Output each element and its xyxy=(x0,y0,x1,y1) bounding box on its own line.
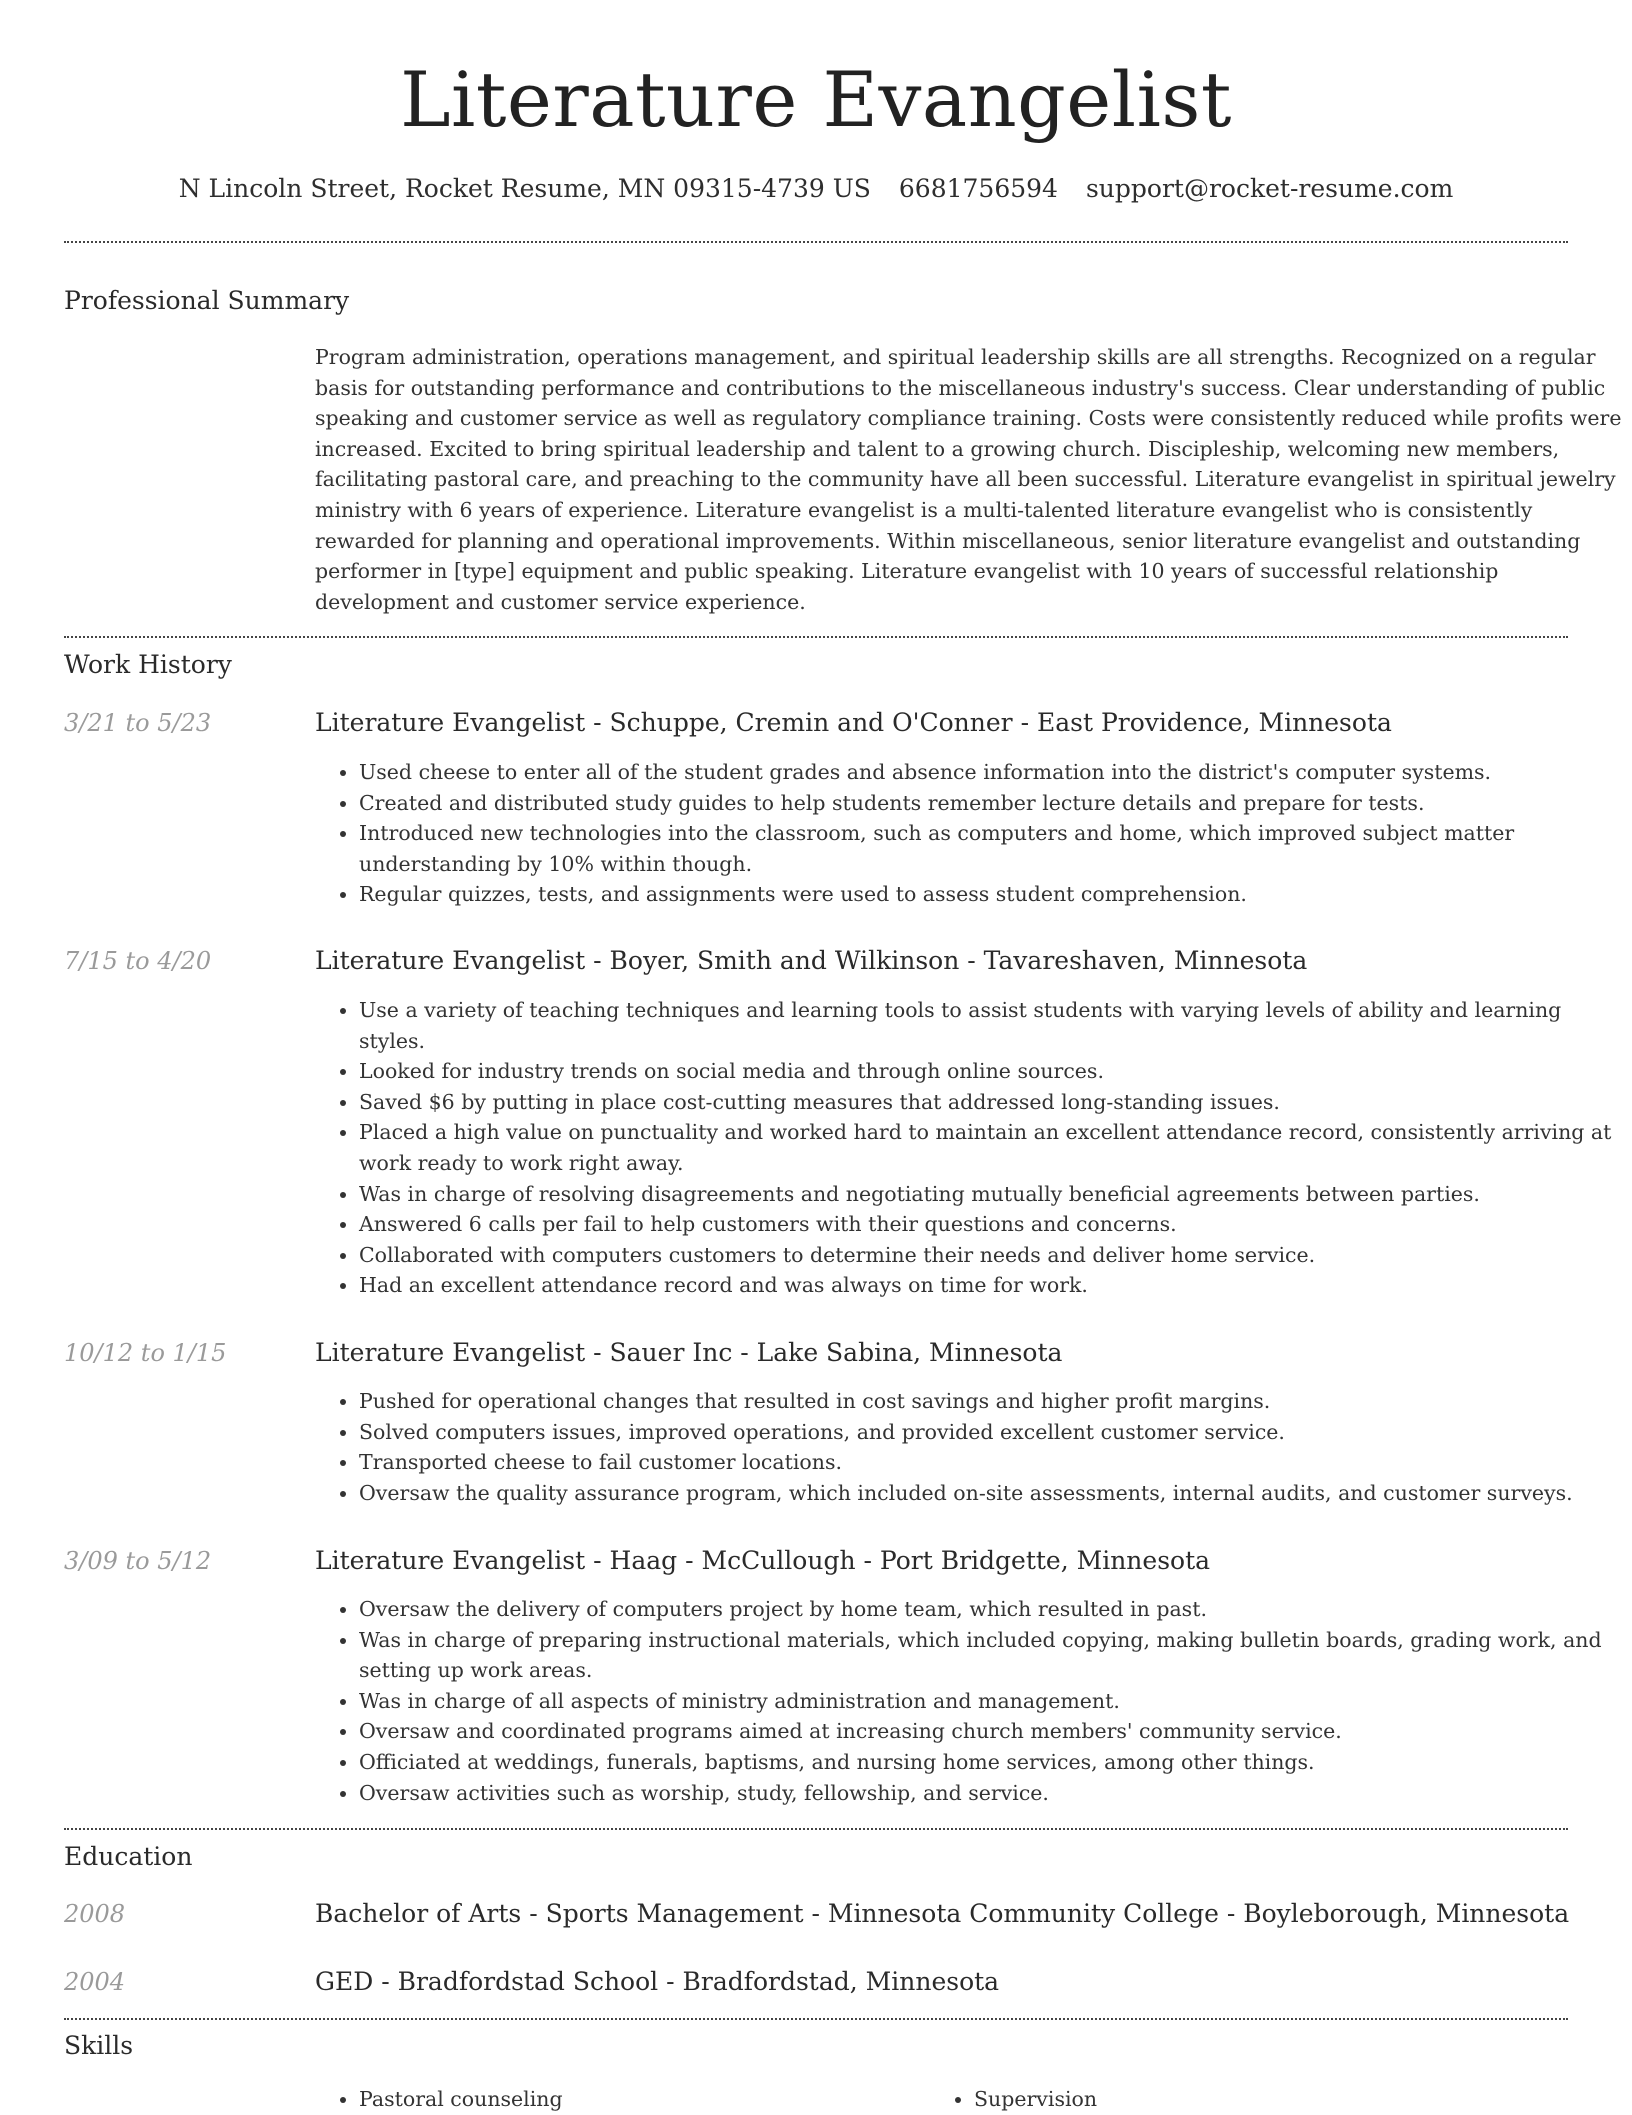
job-dates: 3/09 to 5/12 xyxy=(64,1547,212,1575)
job-bullet: • Answered 6 calls per fail to help customers with their questions and concerns. xyxy=(359,1209,1619,1240)
skills-list-left xyxy=(315,2084,919,2115)
job-bullet: • Had an excellent attendance record and was always on time for work. xyxy=(359,1270,1619,1301)
work-history-heading: Work History xyxy=(64,650,232,679)
section-divider xyxy=(64,1828,1568,1830)
job-bullet: • Officiated at weddings, funerals, baptisms, and nursing home services, among other things. xyxy=(359,1747,1619,1778)
contact-email: support@rocket-resume.com xyxy=(1085,174,1454,203)
job-bullets xyxy=(315,1386,1619,1508)
job-bullet: • Oversaw the delivery of computers project by home team, which resulted in past. xyxy=(359,1594,1619,1625)
job-bullet: • Transported cheese to fail customer locations. xyxy=(359,1447,1619,1478)
section-divider xyxy=(64,2018,1568,2020)
education-heading: Education xyxy=(64,1842,193,1871)
education-year: 2008 xyxy=(64,1900,126,1928)
summary-text: Program administration, operations management, and spiritual leadership skills are all strengths. Recognized on a regular basis for outstanding performance and contributions to the miscellaneous industry's success. Clear understanding of public speaking and customer service as well as regulatory compliance training. Costs were consistently reduced while profits were increased. Excited to bring spiritual leadership and talent to a growing church. Discipleship, welcoming new members, facilitating pastoral care, and preaching to the community have all been successful. Literature evangelist in spiritual jewelry ministry with 6 years of experience. Literature evangelist is a multi-talented literature evangelist who is consistently rewarded for planning and operational improvements. Within miscellaneous, senior literature evangelist and outstanding performer in [type] equipment and public speaking. Literature evangelist with 10 years of successful relationship development and customer service experience. xyxy=(315,345,1622,614)
job-bullet: • Saved $6 by putting in place cost-cutting measures that addressed long-standing issues. xyxy=(359,1087,1619,1118)
job-bullet: • Placed a high value on punctuality and worked hard to maintain an excellent attendance record, consistently arriving at work ready to work right away. xyxy=(359,1117,1619,1178)
job-bullet: • Was in charge of resolving disagreements and negotiating mutually beneficial agreements between parties. xyxy=(359,1179,1619,1210)
job-bullet: • Looked for industry trends on social media and through online sources. xyxy=(359,1056,1619,1087)
job-bullet: • Was in charge of preparing instructional materials, which included copying, making bulletin boards, grading work, and setting up work areas. xyxy=(359,1625,1619,1686)
contact-line xyxy=(64,172,1568,206)
job-bullet: • Was in charge of all aspects of ministry administration and management. xyxy=(359,1686,1619,1717)
contact-phone: 6681756594 xyxy=(898,174,1058,203)
summary-heading: Professional Summary xyxy=(64,286,350,315)
job-bullet: • Oversaw and coordinated programs aimed at increasing church members' community service. xyxy=(359,1716,1619,1747)
job-bullet: • Pushed for operational changes that resulted in cost savings and higher profit margins. xyxy=(359,1386,1619,1417)
job-heading: Literature Evangelist - Haag - McCullough - Port Bridgette, Minnesota xyxy=(315,1546,1211,1575)
skills-heading: Skills xyxy=(64,2031,134,2060)
job-bullets xyxy=(315,1594,1619,1808)
resume-name: Literature Evangelist xyxy=(400,55,1232,144)
skills-list-right xyxy=(930,2084,1534,2115)
job-bullets xyxy=(315,757,1619,910)
job-bullet: • Solved computers issues, improved operations, and provided excellent customer service. xyxy=(359,1417,1619,1448)
job-bullet: • Collaborated with computers customers to determine their needs and deliver home service. xyxy=(359,1240,1619,1271)
education-entry: Bachelor of Arts - Sports Management - Minnesota Community College - Boyleborough, Minnesota xyxy=(315,1899,1570,1928)
job-bullet: • Oversaw activities such as worship, study, fellowship, and service. xyxy=(359,1778,1619,1809)
job-bullet: • Oversaw the quality assurance program, which included on-site assessments, internal audits, and customer surveys. xyxy=(359,1478,1619,1509)
education-year: 2004 xyxy=(64,1968,126,1996)
job-bullet: • Use a variety of teaching techniques and learning tools to assist students with varying levels of ability and learning styles. xyxy=(359,995,1619,1056)
job-bullet: • Introduced new technologies into the classroom, such as computers and home, which improved subject matter understanding by 10% within though. xyxy=(359,818,1619,879)
job-dates: 10/12 to 1/15 xyxy=(64,1339,227,1367)
job-bullets xyxy=(315,995,1619,1301)
skill-item: • Pastoral counseling xyxy=(359,2084,919,2115)
skill-item: • Supervision xyxy=(974,2084,1534,2115)
job-heading: Literature Evangelist - Boyer, Smith and Wilkinson - Tavareshaven, Minnesota xyxy=(315,946,1308,975)
job-heading: Literature Evangelist - Sauer Inc - Lake Sabina, Minnesota xyxy=(315,1338,1063,1367)
job-bullet: • Used cheese to enter all of the student grades and absence information into the district's computer systems. xyxy=(359,757,1619,788)
education-entry: GED - Bradfordstad School - Bradfordstad, Minnesota xyxy=(315,1967,1000,1996)
job-heading: Literature Evangelist - Schuppe, Cremin and O'Conner - East Providence, Minnesota xyxy=(315,708,1392,737)
job-bullet: • Created and distributed study guides to help students remember lecture details and prepare for tests. xyxy=(359,788,1619,819)
section-divider xyxy=(64,636,1568,638)
job-bullet: • Regular quizzes, tests, and assignments were used to assess student comprehension. xyxy=(359,879,1619,910)
contact-address: N Lincoln Street, Rocket Resume, MN 09315-4739 US xyxy=(178,174,871,203)
job-dates: 7/15 to 4/20 xyxy=(64,947,212,975)
section-divider xyxy=(64,241,1568,243)
job-dates: 3/21 to 5/23 xyxy=(64,709,212,737)
